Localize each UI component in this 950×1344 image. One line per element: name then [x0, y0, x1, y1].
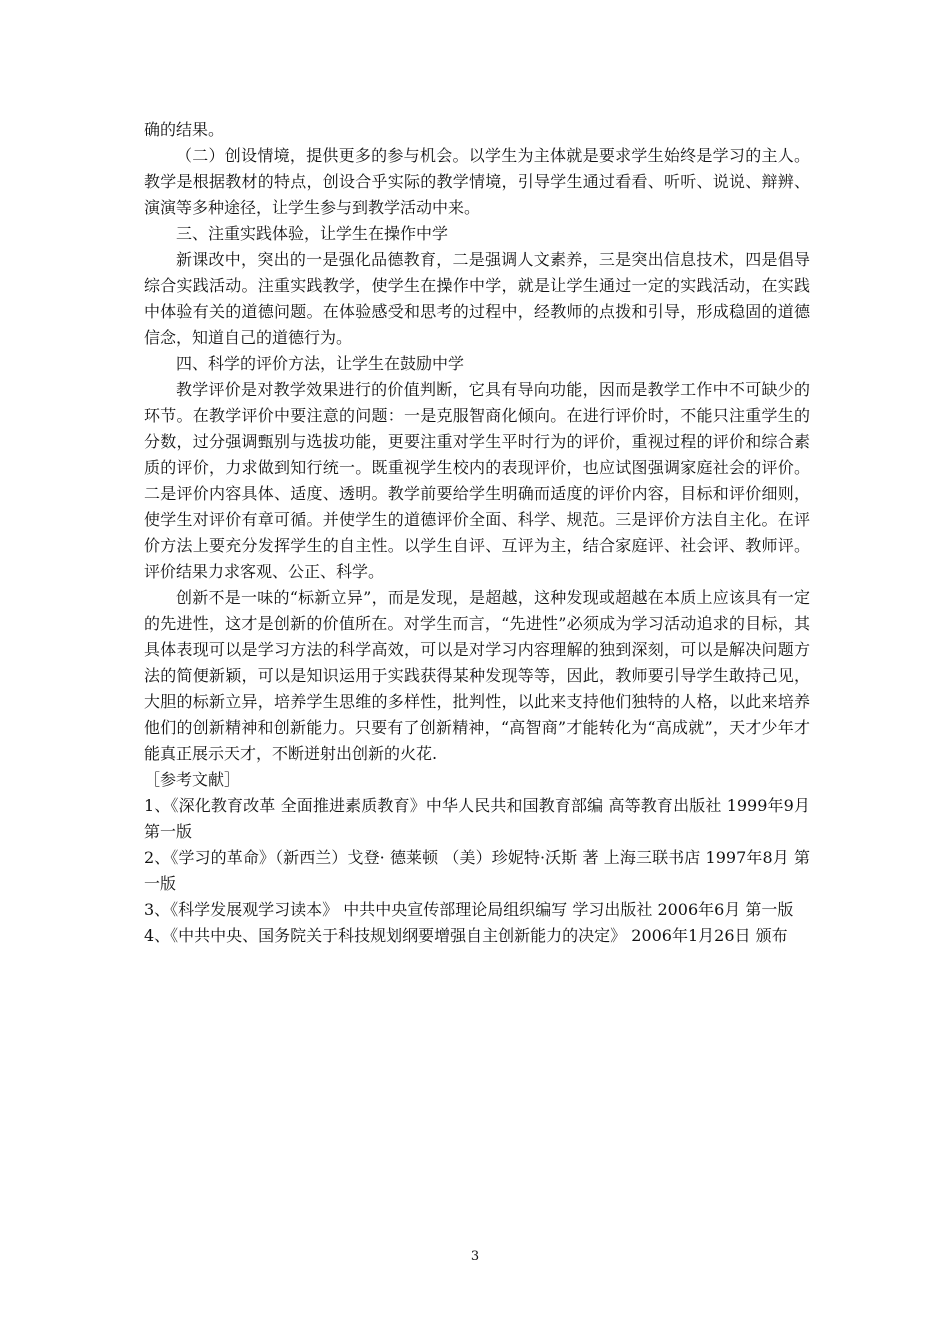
- section-heading: 四、科学的评价方法，让学生在鼓励中学: [176, 354, 465, 373]
- body-paragraph: 教学评价是对教学效果进行的价值判断，它具有导向功能，因而是教学工作中不可缺少的环节。在教学评价中要注意的问题：一是克服智商化倾向。在进行评价时，不能只注重学生的分数，过分强调甄别与选拔功能，更要注重对学生平时行为的评价，重视过程的评价和综合素质的评价，力求做到知行统一。既重视学生校内的表现评价，也应试图强调家庭社会的评价。二是评价内容具体、适度、透明。教学前要给学生明确而适度的评价内容，目标和评价细则，使学生对评价有章可循。并使学生的道德评价全面、科学、规范。三是评价方法自主化。在评价方法上要充分发挥学生的自主性。以学生自评、互评为主，结合家庭评、社会评、教师评。评价结果力求客观、公正、科学。: [144, 380, 810, 581]
- reference-item: 3、《科学发展观学习读本》 中共中央宣传部理论局组织编写 学习出版社 2006年6月 第一版: [144, 900, 794, 919]
- references-title: ［参考文献］: [144, 770, 241, 789]
- reference-item: 2、《学习的革命》（新西兰）戈登· 德莱顿 （美）珍妮特·沃斯 著 上海三联书店 1997年8月 第一版: [144, 848, 810, 893]
- document-body: [144, 117, 810, 949]
- body-paragraph: 新课改中，突出的一是强化品德教育，二是强调人文素养，三是突出信息技术，四是倡导综合实践活动。注重实践教学，使学生在操作中学，就是让学生通过一定的实践活动，在实践中体验有关的道德问题。在体验感受和思考的过程中，经教师的点拨和引导，形成稳固的道德信念，知道自己的道德行为。: [144, 250, 810, 347]
- references-section: [144, 767, 810, 949]
- body-paragraph: 创新不是一味的“标新立异”，而是发现，是超越，这种发现或超越在本质上应该具有一定的先进性，这才是创新的价值所在。对学生而言，“先进性”必须成为学习活动追求的目标，其具体表现可以是学习方法的科学高效，可以是对学习内容理解的独到深刻，可以是解决问题方法的简便新颖，可以是知识运用于实践获得某种发现等等，因此，教师要引导学生敢持己见，大胆的标新立异，培养学生思维的多样性，批判性，以此来支持他们独特的人格，以此来培养他们的创新精神和创新能力。只要有了创新精神，“高智商”才能转化为“高成就”，天才少年才能真正展示天才，不断迸射出创新的火花.: [144, 588, 810, 763]
- page-number: 3: [470, 1249, 480, 1264]
- body-paragraph: （二）创设情境，提供更多的参与机会。以学生为主体就是要求学生始终是学习的主人。教学是根据教材的特点，创设合乎实际的教学情境，引导学生通过看看、听听、说说、辩辨、演演等多种途径，让学生参与到教学活动中来。: [144, 146, 810, 217]
- section-heading: 三、注重实践体验，让学生在操作中学: [176, 224, 449, 243]
- body-paragraph: 确的结果。: [144, 120, 225, 139]
- reference-item: 4、《中共中央、国务院关于科技规划纲要增强自主创新能力的决定》 2006年1月26日 颁布: [144, 926, 788, 945]
- reference-item: 1、《深化教育改革 全面推进素质教育》中华人民共和国教育部编 高等教育出版社 1999年9月 第一版: [144, 796, 810, 841]
